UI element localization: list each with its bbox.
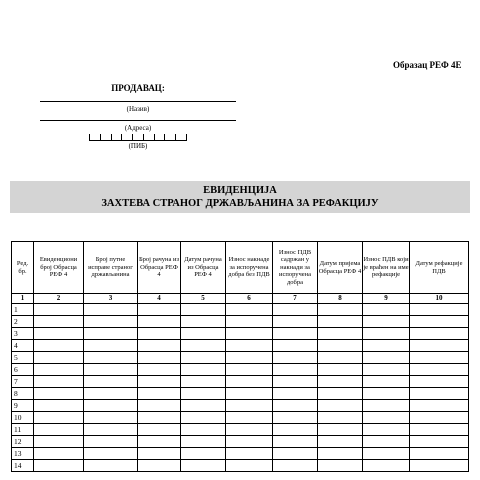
table-cell[interactable] (181, 364, 226, 376)
table-cell[interactable] (34, 412, 84, 424)
table-cell[interactable] (138, 424, 181, 436)
table-cell[interactable] (318, 436, 363, 448)
table-cell[interactable] (138, 400, 181, 412)
table-cell[interactable] (363, 460, 410, 472)
row-number: 8 (12, 388, 34, 400)
table-cell[interactable] (273, 340, 318, 352)
table-cell[interactable] (410, 436, 469, 448)
table-cell[interactable] (226, 316, 273, 328)
table-cell[interactable] (318, 316, 363, 328)
table-cell[interactable] (273, 436, 318, 448)
table-row (12, 376, 469, 388)
table-cell[interactable] (363, 424, 410, 436)
table-row (12, 352, 469, 364)
row-number: 13 (12, 448, 34, 460)
table-cell[interactable] (34, 352, 84, 364)
row-number: 14 (12, 460, 34, 472)
table-cell[interactable] (181, 304, 226, 316)
row-number: 4 (12, 340, 34, 352)
seller-name-caption: (Назив) (126, 105, 150, 113)
table-cell[interactable] (273, 364, 318, 376)
table-cell[interactable] (34, 400, 84, 412)
column-header: Датум пријема Обрасца РЕФ 4 (318, 242, 363, 294)
table-cell[interactable] (410, 412, 469, 424)
table-cell[interactable] (363, 448, 410, 460)
column-number: 1 (12, 294, 34, 304)
table-row (12, 412, 469, 424)
table-row (12, 436, 469, 448)
column-header: Евиденциони број Обрасца РЕФ 4 (34, 242, 84, 294)
table-cell[interactable] (226, 352, 273, 364)
table-cell[interactable] (84, 376, 138, 388)
table-cell[interactable] (273, 388, 318, 400)
table-cell[interactable] (410, 448, 469, 460)
table-cell[interactable] (363, 352, 410, 364)
table-cell[interactable] (318, 448, 363, 460)
table-cell[interactable] (273, 316, 318, 328)
row-number: 10 (12, 412, 34, 424)
table-row (12, 340, 469, 352)
column-number: 9 (363, 294, 410, 304)
row-number: 12 (12, 436, 34, 448)
table-cell[interactable] (273, 400, 318, 412)
table-cell[interactable] (226, 424, 273, 436)
table-cell[interactable] (34, 448, 84, 460)
table-cell[interactable] (318, 364, 363, 376)
table-cell[interactable] (34, 460, 84, 472)
table-cell[interactable] (273, 376, 318, 388)
column-header: Датум рефакције ПДВ (410, 242, 469, 294)
column-number: 8 (318, 294, 363, 304)
table-cell[interactable] (318, 352, 363, 364)
seller-block (40, 83, 236, 150)
table-cell[interactable] (273, 424, 318, 436)
column-number: 3 (84, 294, 138, 304)
document-heading (10, 181, 470, 213)
table-cell[interactable] (84, 412, 138, 424)
table-row (12, 364, 469, 376)
table-cell[interactable] (363, 304, 410, 316)
table-cell[interactable] (181, 388, 226, 400)
table-cell[interactable] (273, 412, 318, 424)
column-number: 2 (34, 294, 84, 304)
table-cell[interactable] (34, 316, 84, 328)
column-number: 6 (226, 294, 273, 304)
table-cell[interactable] (34, 424, 84, 436)
column-number: 4 (138, 294, 181, 304)
table-cell[interactable] (138, 448, 181, 460)
table-cell[interactable] (181, 460, 226, 472)
row-number: 6 (12, 364, 34, 376)
table-cell[interactable] (410, 460, 469, 472)
table-cell[interactable] (181, 448, 226, 460)
column-header: Број путне исправе страног држављанина (84, 242, 138, 294)
table-cell[interactable] (363, 436, 410, 448)
table-cell[interactable] (138, 460, 181, 472)
table-cell[interactable] (273, 352, 318, 364)
seller-name-line[interactable] (40, 101, 236, 102)
table-cell[interactable] (318, 400, 363, 412)
seller-address-caption: (Адреса) (124, 124, 152, 132)
table-cell[interactable] (226, 448, 273, 460)
table-cell[interactable] (363, 364, 410, 376)
table-cell[interactable] (138, 304, 181, 316)
column-header: Ред. бр. (12, 242, 34, 294)
table-cell[interactable] (84, 340, 138, 352)
table-cell[interactable] (410, 364, 469, 376)
table-cell[interactable] (410, 316, 469, 328)
table-cell[interactable] (138, 328, 181, 340)
table-cell[interactable] (138, 436, 181, 448)
table-cell[interactable] (318, 340, 363, 352)
column-header: Износ ПДВ који је враћен на име рефакције (363, 242, 410, 294)
table-cell[interactable] (34, 388, 84, 400)
table-cell[interactable] (34, 436, 84, 448)
table-cell[interactable] (273, 448, 318, 460)
seller-address-line[interactable] (40, 120, 236, 121)
table-cell[interactable] (181, 412, 226, 424)
table-cell[interactable] (84, 400, 138, 412)
table-cell[interactable] (181, 316, 226, 328)
table-cell[interactable] (181, 376, 226, 388)
table-cell[interactable] (318, 304, 363, 316)
table-cell[interactable] (226, 376, 273, 388)
table-cell[interactable] (273, 460, 318, 472)
table-cell[interactable] (318, 412, 363, 424)
table-cell[interactable] (318, 328, 363, 340)
row-number: 5 (12, 352, 34, 364)
table-cell[interactable] (181, 400, 226, 412)
table-cell[interactable] (84, 352, 138, 364)
table-cell[interactable] (318, 424, 363, 436)
table-cell[interactable] (34, 304, 84, 316)
table-cell[interactable] (138, 340, 181, 352)
table-cell[interactable] (34, 364, 84, 376)
table-cell[interactable] (84, 316, 138, 328)
table-cell[interactable] (34, 328, 84, 340)
table-cell[interactable] (84, 304, 138, 316)
table-row (12, 424, 469, 436)
table-cell[interactable] (318, 460, 363, 472)
table-row (12, 448, 469, 460)
table-cell[interactable] (84, 460, 138, 472)
column-number: 5 (181, 294, 226, 304)
table-cell[interactable] (363, 340, 410, 352)
table-cell[interactable] (363, 328, 410, 340)
table-header-row (12, 242, 469, 294)
table-cell[interactable] (181, 328, 226, 340)
pib-boxes[interactable] (89, 134, 187, 141)
row-number: 11 (12, 424, 34, 436)
table-cell[interactable] (410, 424, 469, 436)
table-cell[interactable] (410, 400, 469, 412)
row-number: 2 (12, 316, 34, 328)
table-cell[interactable] (138, 352, 181, 364)
row-number: 7 (12, 376, 34, 388)
table-row (12, 328, 469, 340)
table-cell[interactable] (226, 340, 273, 352)
column-number: 7 (273, 294, 318, 304)
table-cell[interactable] (273, 328, 318, 340)
table-row (12, 304, 469, 316)
table-cell[interactable] (181, 436, 226, 448)
table-cell[interactable] (226, 388, 273, 400)
table-row (12, 388, 469, 400)
column-header: Број рачуна из Обрасца РЕФ 4 (138, 242, 181, 294)
column-number: 10 (410, 294, 469, 304)
table-cell[interactable] (84, 424, 138, 436)
table-cell[interactable] (410, 388, 469, 400)
seller-pib-caption: (ПИБ) (128, 142, 148, 150)
column-header: Износ накнаде за испоручена добра без ПДВ (226, 242, 273, 294)
seller-title: ПРОДАВАЦ: (111, 83, 165, 93)
table-cell[interactable] (363, 412, 410, 424)
table-cell[interactable] (34, 376, 84, 388)
table-cell[interactable] (363, 376, 410, 388)
table-cell[interactable] (363, 400, 410, 412)
table-cell[interactable] (181, 352, 226, 364)
row-number: 1 (12, 304, 34, 316)
column-number-row (12, 294, 469, 304)
table-cell[interactable] (138, 364, 181, 376)
table-cell[interactable] (226, 412, 273, 424)
table-cell[interactable] (84, 448, 138, 460)
heading-line-1: ЕВИДЕНЦИЈА (203, 185, 277, 196)
table-cell[interactable] (181, 424, 226, 436)
table-cell[interactable] (84, 436, 138, 448)
column-header: Датум рачуна из Обрасца РЕФ 4 (181, 242, 226, 294)
table-cell[interactable] (181, 340, 226, 352)
table-cell[interactable] (410, 328, 469, 340)
table-cell[interactable] (84, 364, 138, 376)
table-cell[interactable] (226, 400, 273, 412)
table-cell[interactable] (138, 388, 181, 400)
column-header: Износ ПДВ садржан у накнади за испоручена добра (273, 242, 318, 294)
heading-line-2: ЗАХТЕВА СТРАНОГ ДРЖАВЉАНИНА ЗА РЕФАКЦИЈУ (101, 198, 379, 209)
table-cell[interactable] (410, 304, 469, 316)
table-cell[interactable] (34, 340, 84, 352)
table-cell[interactable] (363, 316, 410, 328)
table-cell[interactable] (410, 352, 469, 364)
row-number: 9 (12, 400, 34, 412)
table-cell[interactable] (226, 460, 273, 472)
table-cell[interactable] (226, 436, 273, 448)
table-row (12, 460, 469, 472)
table-row (12, 316, 469, 328)
table-cell[interactable] (138, 412, 181, 424)
evidence-table (11, 241, 469, 472)
form-code: Образац РЕФ 4Е (393, 60, 462, 70)
table-row (12, 400, 469, 412)
table-cell[interactable] (138, 316, 181, 328)
table-cell[interactable] (273, 304, 318, 316)
table-cell[interactable] (84, 328, 138, 340)
table-cell[interactable] (318, 376, 363, 388)
table-cell[interactable] (363, 388, 410, 400)
table-cell[interactable] (318, 388, 363, 400)
table-cell[interactable] (226, 304, 273, 316)
table-cell[interactable] (410, 376, 469, 388)
row-number: 3 (12, 328, 34, 340)
table-cell[interactable] (226, 328, 273, 340)
table-cell[interactable] (226, 364, 273, 376)
table-cell[interactable] (410, 340, 469, 352)
table-cell[interactable] (138, 376, 181, 388)
table-cell[interactable] (84, 388, 138, 400)
